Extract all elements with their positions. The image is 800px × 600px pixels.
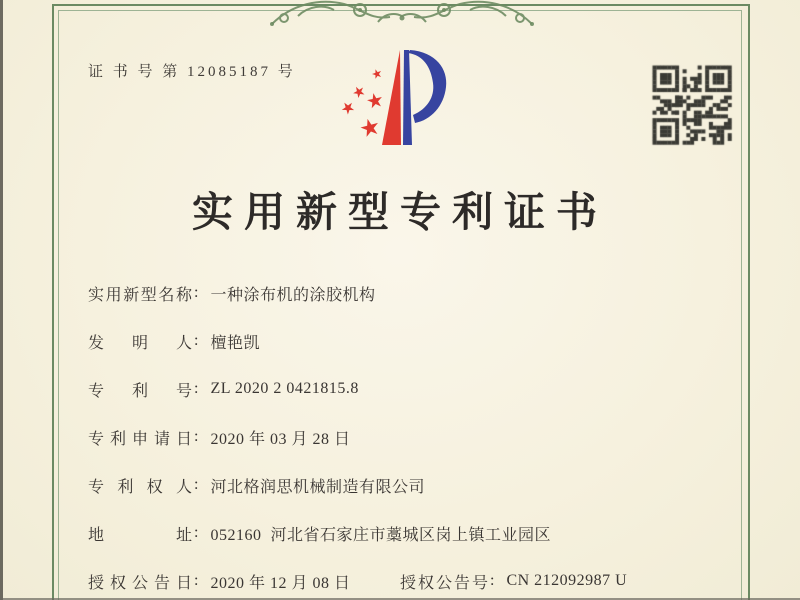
field-value: CN 212092987 U bbox=[506, 572, 628, 589]
colon: : bbox=[194, 380, 199, 397]
field-value: 一种涂布机的涂胶机构 bbox=[210, 286, 376, 304]
flourish-ornament-icon bbox=[268, 0, 536, 34]
colon: : bbox=[490, 572, 495, 589]
colon: : bbox=[194, 428, 199, 445]
field-label: 发明人 bbox=[88, 334, 192, 352]
field-label: 专利号 bbox=[88, 382, 192, 400]
field-row-patentee bbox=[88, 461, 712, 509]
field-row-patent-number bbox=[88, 365, 712, 413]
field-value: 052160 河北省石家庄市藁城区岗上镇工业园区 bbox=[210, 526, 551, 544]
colon: : bbox=[194, 524, 199, 541]
field-label: 实用新型名称 bbox=[88, 286, 192, 304]
field-row-filing-date bbox=[88, 413, 712, 461]
certificate-title: 实用新型专利证书 bbox=[192, 189, 608, 235]
colon: : bbox=[194, 572, 199, 589]
field-row-utility-model-name bbox=[88, 269, 712, 317]
colon: : bbox=[194, 476, 199, 493]
field-label: 授权公告号 bbox=[400, 574, 488, 592]
field-row-inventor bbox=[88, 317, 712, 365]
field-label: 授权公告日 bbox=[88, 574, 192, 592]
field-label: 专利申请日 bbox=[88, 430, 192, 448]
certificate-number: 证 书 号 第 12085187 号 bbox=[88, 64, 296, 80]
field-value: 2020 年 03 月 28 日 bbox=[210, 430, 351, 448]
field-value: 2020 年 12 月 08 日 bbox=[210, 574, 351, 592]
field-row-grant-date bbox=[88, 557, 712, 600]
field-row-address bbox=[88, 509, 712, 557]
colon: : bbox=[194, 332, 199, 349]
qr-code bbox=[645, 58, 739, 152]
field-label: 专利权人 bbox=[88, 478, 192, 496]
cnipa-logo-icon bbox=[330, 42, 462, 170]
field-value: ZL 2020 2 0421815.8 bbox=[210, 380, 359, 397]
grant-number-group bbox=[400, 557, 627, 600]
field-label: 地址 bbox=[88, 526, 192, 544]
field-value: 檀艳凯 bbox=[210, 334, 260, 352]
colon: : bbox=[194, 284, 199, 301]
certificate-fields bbox=[88, 269, 712, 600]
scan-edge-left bbox=[0, 0, 3, 600]
field-value: 河北格润思机械制造有限公司 bbox=[210, 478, 425, 496]
